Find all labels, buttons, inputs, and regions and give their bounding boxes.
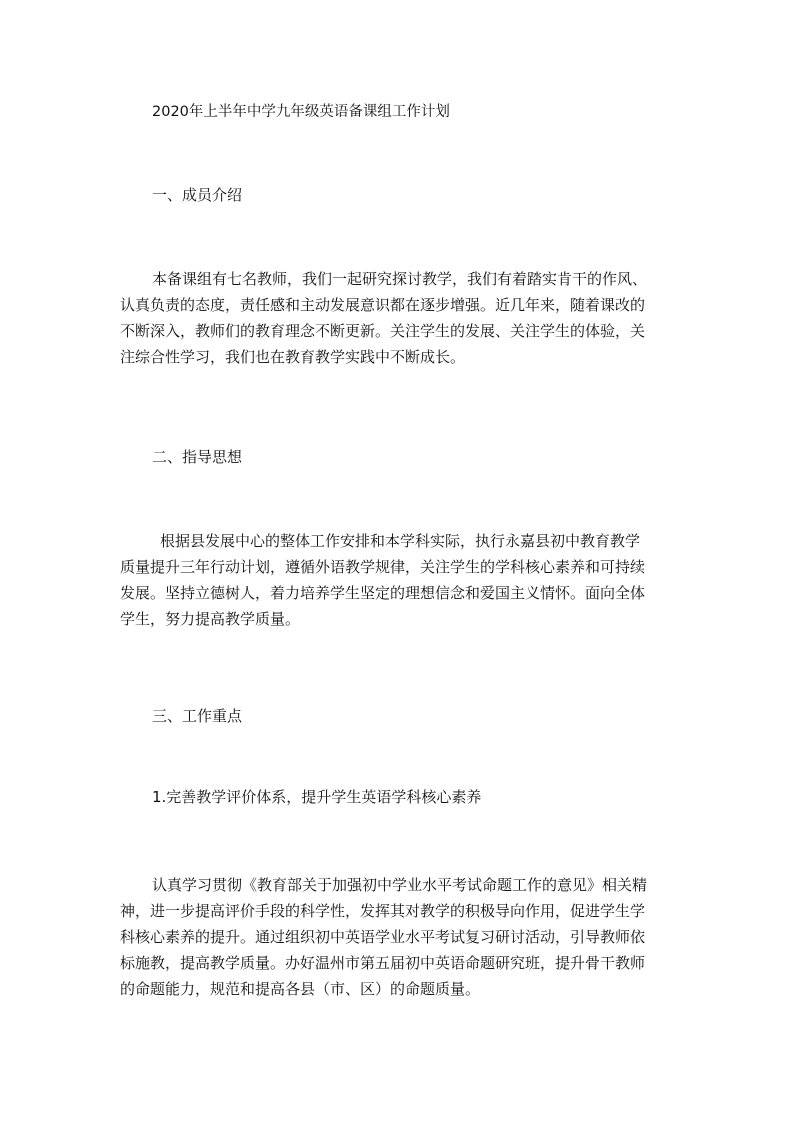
paragraph-line: 发展。坚持立德树人，着力培养学生坚定的理想信念和爱国主义情怀。面向全体 <box>120 584 646 602</box>
paragraph-line: 的命题能力，规范和提高各县（市、区）的命题质量。 <box>120 980 481 998</box>
paragraph-line: 标施教，提高教学质量。办好温州市第五届初中英语命题研究班，提升骨干教师 <box>120 954 646 972</box>
subsection-heading-evaluation: 1.完善教学评价体系，提升学生英语学科核心素养 <box>152 788 482 806</box>
paragraph-members <box>120 266 680 370</box>
paragraph-line: 认真负责的态度，责任感和主动发展意识都在逐步增强。近几年来，随着课改的 <box>120 296 646 314</box>
paragraph-line: 神，进一步提高评价手段的科学性，发挥其对教学的积极导向作用，促进学生学 <box>120 902 646 920</box>
paragraph-line: 根据县发展中心的整体工作安排和本学科实际，执行永嘉县初中教育教学 <box>160 532 641 550</box>
section-heading-members: 一、成员介绍 <box>152 186 243 204</box>
paragraph-evaluation <box>120 872 680 1002</box>
paragraph-line: 学生，努力提高教学质量。 <box>120 610 301 628</box>
paragraph-line: 科核心素养的提升。通过组织初中英语学业水平考试复习研讨活动，引导教师依 <box>120 928 646 946</box>
paragraph-line: 注综合性学习，我们也在教育教学实践中不断成长。 <box>120 348 466 366</box>
paragraph-line: 不断深入，教师们的教育理念不断更新。关注学生的发展、关注学生的体验，关 <box>120 322 646 340</box>
document-title: 2020年上半年中学九年级英语备课组工作计划 <box>152 104 450 120</box>
paragraph-line: 质量提升三年行动计划，遵循外语教学规律，关注学生的学科核心素养和可持续 <box>120 558 646 576</box>
paragraph-line: 认真学习贯彻《教育部关于加强初中学业水平考试命题工作的意见》相关精 <box>152 876 648 894</box>
paragraph-guidance <box>120 528 680 632</box>
section-heading-guidance: 二、指导思想 <box>152 448 243 466</box>
section-heading-focus: 三、工作重点 <box>152 707 243 725</box>
paragraph-line: 本备课组有七名教师，我们一起研究探讨教学，我们有着踏实肯干的作风、 <box>152 270 648 288</box>
